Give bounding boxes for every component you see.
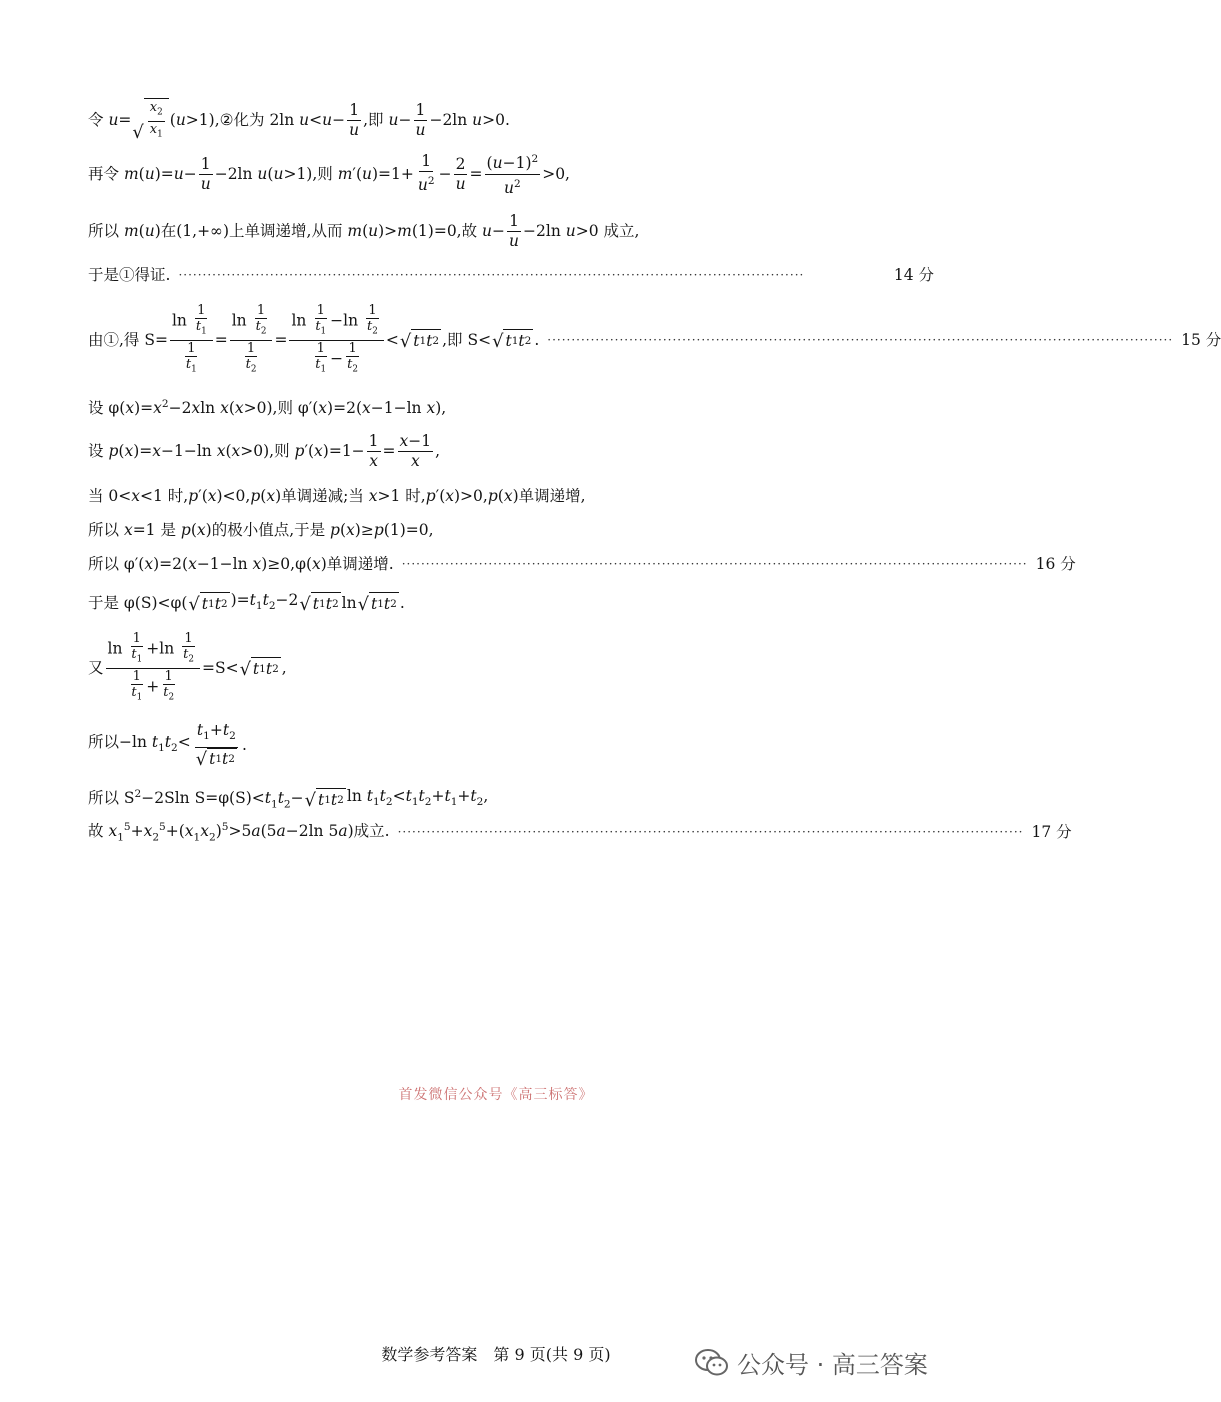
solution-line-3: 所以 m(u)在(1,+∞)上单调递增,从而 m(u)>m(1)=0,故 u− $\frac{1}{u}$ −2ln u>0 成立,	[88, 211, 640, 250]
solution-line-15: 故 $x_1^5+x_2^5+(x_1x_2)^5>5a(5a-2\ln$ 5a)成立. ·································································································································· 17 分	[88, 820, 1072, 844]
watermark-text: 首发微信公众号《高三标答》	[398, 1087, 594, 1103]
score-15: 15 分	[1181, 331, 1221, 349]
solution-line-2: 再令 m(u)=u− $\frac{1}{u}$ −2ln u(u>1),则 m′(u)=1+ $\frac{1}{u^2}$ − $\frac{2}{u}$ = $\frac{(u-1)^2}{u^2}$ >0,	[88, 153, 934, 195]
solution-line-5: 由①,得 S= ln $\frac{1}{t_1}$ $\frac{1}{t_1}$ = ln $\frac{1}{t_2}$ $\frac{1}{t_2}$ = ln $\frac{1}{t_1}$ −ln $\frac{1}{t_2}$ $\frac{1}{t_1}$ − $\frac{1}{t_2}$ < √ t 1 t 2 ,即 S< √ t 1 t 2 . ·································································································································· 15 分	[88, 302, 1221, 375]
leader-dots: ··································································································································	[397, 825, 1024, 839]
solution-line-8: 当 0<x<1 时,p′(x)<0,p(x)单调递减;当 x>1 时,p′(x)>0,p(x)单调递增,	[88, 487, 586, 505]
solution-line-10: 所以 φ′(x)=2(x−1−ln x)≥0,φ(x)单调递增. ·································································································································· 16 分	[88, 555, 1076, 573]
leader-dots: ··································································································································	[401, 557, 1028, 571]
solution-line-6: 设 $\varphi(x)=x^2-2xln$ x(x>0),则 φ′(x)=2(x−1−ln x),	[88, 397, 447, 418]
score-17: 17 分	[1031, 823, 1072, 841]
sqrt-x2-over-x1: √ $\frac{x_2}{x_1}$	[132, 98, 168, 142]
page-footer: 数学参考答案 第 9 页(共 9 页)	[381, 1345, 611, 1364]
solution-line-13: 所以−ln $t_1t_2<$ $t_1+t_2$ √ t 1 t 2 .	[88, 721, 247, 770]
solution-line-4: 于是①得证. ·································································································································· 14 分	[88, 266, 934, 284]
score-16: 16 分	[1035, 555, 1076, 573]
leader-dots: ··································································································································	[178, 268, 805, 282]
score-14: 14 分	[893, 266, 934, 284]
wechat-brand-label: 公众号 · 高三答案	[737, 1351, 928, 1379]
solution-line-14: 所以 $S^2-2Sln$ $S=\varphi(S)<t_1t_2-$ √ t 1 t 2 $\ln t_1t_2<t_1t_2+t_1+t_2$,	[88, 786, 489, 812]
leader-dots: ··································································································································	[547, 333, 1174, 347]
solution-line-9: 所以 x=1 是 p(x)的极小值点,于是 p(x)≥p(1)=0,	[88, 521, 434, 539]
solution-line-12: 又 ln $\frac{1}{t_1}$ +ln $\frac{1}{t_2}$ $\frac{1}{t_1}$ + $\frac{1}{t_2}$ =S< √ t 1 t 2 ,	[88, 630, 287, 703]
solution-line-1: 令 u= √ $\frac{x_2}{x_1}$ (u>1),②化为 2ln u<u− $\frac{1}{u}$ ,即 u− $\frac{1}{u}$ −2ln u>0.	[88, 99, 510, 144]
solution-line-7: 设 p(x)=x−1−ln x(x>0),则 p′(x)=1− $\frac{1}{x}$ = $\frac{x-1}{x}$ ,	[88, 431, 441, 470]
solution-line-11: 于是 φ(S)<φ( √ t 1 t 2 )$=t_1t_2-2$ √ t 1 t 2 ln √ t 1 t 2 .	[88, 590, 405, 616]
